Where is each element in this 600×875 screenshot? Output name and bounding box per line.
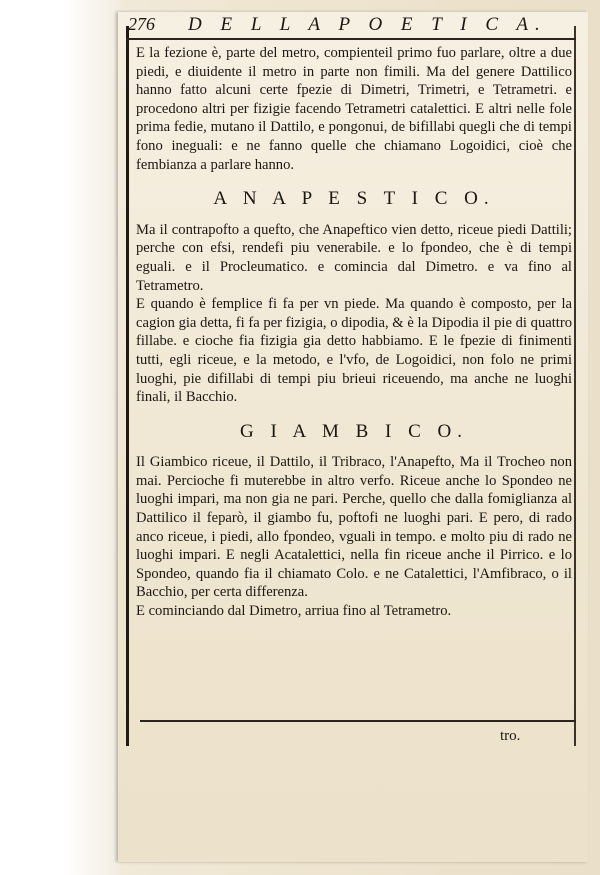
- paragraph-giambico-2: E cominciando dal Dimetro, arriua fino al Tetrametro.: [136, 603, 452, 620]
- top-frame-rule: [126, 38, 576, 40]
- catchword: tro.: [500, 728, 521, 744]
- left-margin-background: [0, 0, 120, 875]
- section-heading-giambico: G I A M B I C O.: [240, 420, 468, 442]
- running-head: [128, 14, 573, 38]
- paragraph-anapestico-1: Ma il contrapofto a quefto, che Anapeftico vien detto, riceue piedi Dattili; perche con efsi, rendefi piu venerabile. e lo fpondeo, che è di tempi eguali. e il Procleumatico. e comincia dal Dimetro. e va fino al Tetrametro.: [136, 221, 572, 294]
- right-frame-rule: [574, 26, 576, 746]
- main-text-block: [136, 44, 572, 621]
- left-frame-rule: [126, 26, 129, 746]
- paragraph-dattilico-end: E la fezione è, parte del metro, compienteil primo fuo parlare, oltre a due piedi, e diuidente il metro in parte non fimili. Ma del genere Dattilico hanno fatto alcuni certe fpezie di Dimetri, Trimetri, e Tetrametri. e procedono altri per fizigie facendo Tetrametri catalettici. E altri nelle fole prima fedie, mutano il Dattilo, e pongonui, de bifillabi quegli che di tempi fono ineguali: e ne fanno quelle che chiamano Logoidici, cioè che fembianza a parlare hanno.: [136, 45, 572, 173]
- bottom-rule: [140, 720, 576, 722]
- paragraph-anapestico-2: E quando è femplice fi fa per vn piede. Ma quando è composto, per la cagion gia detta, fi fa per fizigia, o dipodia, & è la Dipodia il pie di quattro fillabe. e cioche fia fizigia gia detto habbiamo. E le fpezie di finimenti tutti, egli riceue, e la metodo, e l'vfo, de Logoidici, non folo ne primi luoghi, pie difillabi di tempi piu brieui riceuendo, ma anche ne luoghi finali, il Bacchio.: [136, 296, 572, 406]
- page-number: 276: [128, 14, 155, 34]
- section-heading-anapestico: A N A P E S T I C O.: [213, 188, 495, 210]
- running-head-title: D E L L A P O E T I C A.: [188, 14, 547, 35]
- paragraph-giambico-1: Il Giambico riceue, il Dattilo, il Tribraco, l'Anapefto, Ma il Trocheo non mai. Percioche fi muterebbe in altro verfo. Riceue anche lo Spondeo ne luoghi impari, ma non gia ne pari. Perche, quello che dalla fomiglianza al Dattilico il feparò, il giambo fu, poftofi ne luoghi pari. E pero, di rado anco riceue, i piedi, allo fpondeo, vguali in tempo. e molto piu di rado ne luoghi impari. E negli Acatalettici, nella fin riceue anche il Pirrico. e lo Spondeo, quando fia il chiamato Colo. e ne Catalettici, l'Amfibraco, o il Bacchio, per certa differenza.: [136, 454, 572, 601]
